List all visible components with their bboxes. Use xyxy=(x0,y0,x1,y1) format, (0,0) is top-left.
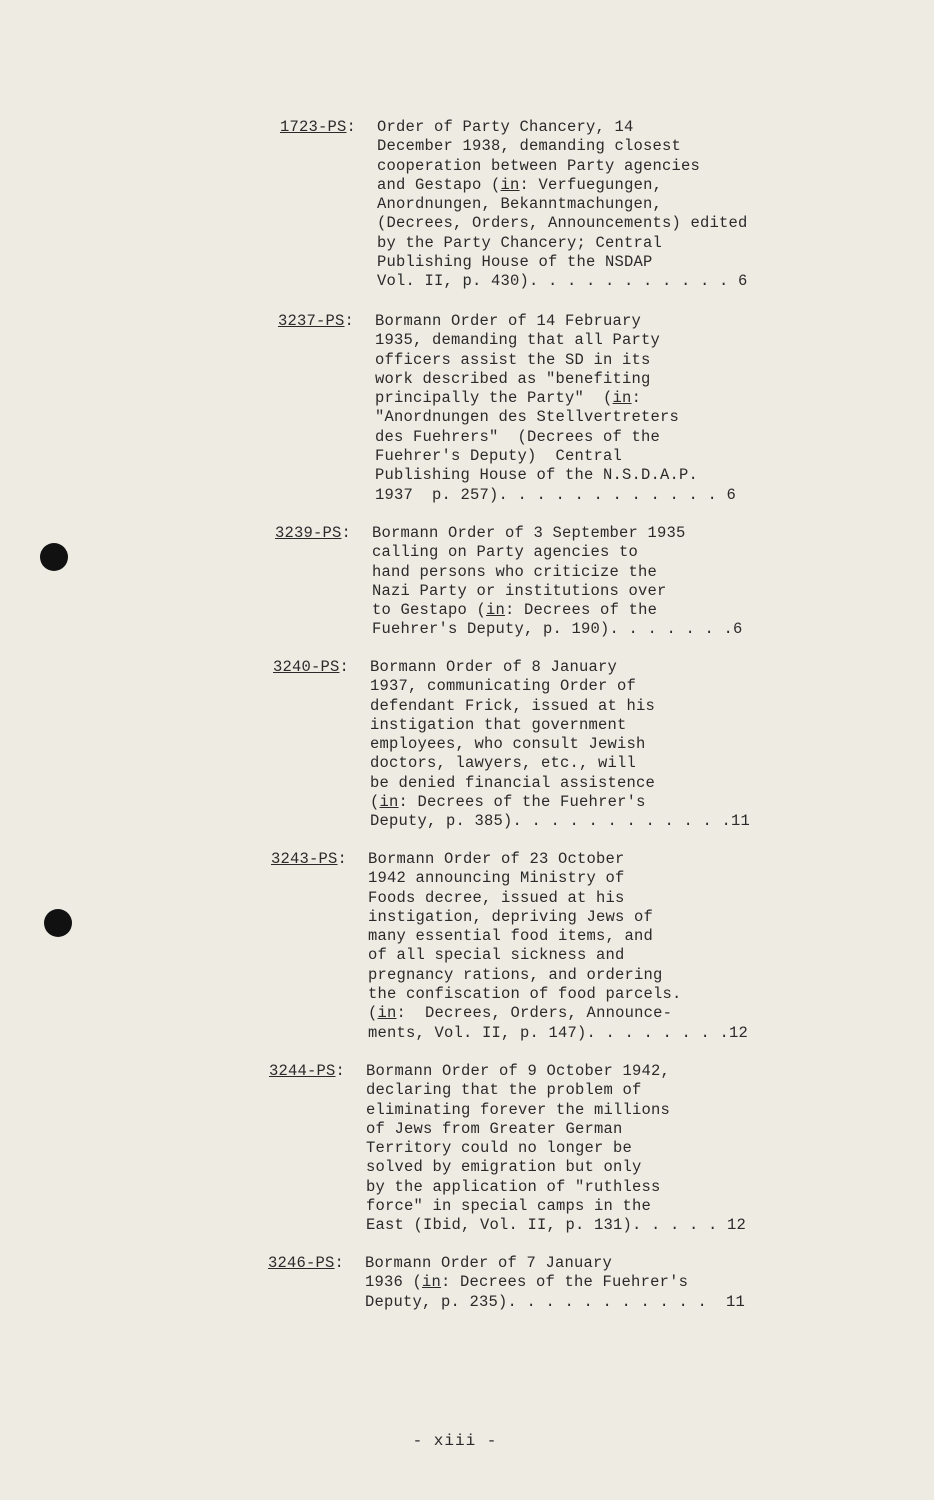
description-line: doctors, lawyers, etc., will xyxy=(370,754,637,773)
description-line: (Decrees, Orders, Announcements) edited xyxy=(377,214,748,233)
description-line: (in: Decrees, Orders, Announce- xyxy=(368,1004,673,1023)
description-line: December 1938, demanding closest xyxy=(377,137,682,156)
document-id-number: 3239-PS xyxy=(275,524,342,542)
description-line: (in: Decrees of the Fuehrer's xyxy=(370,793,646,812)
document-id: 3244-PS: xyxy=(269,1062,346,1080)
description-line: 1937 p. 257). . . . . . . . . . . . 6 xyxy=(375,485,737,504)
description-line: Bormann Order of 8 January xyxy=(370,658,618,676)
document-description xyxy=(375,312,736,505)
description-line: of Jews from Greater German xyxy=(366,1119,623,1138)
description-line: instigation that government xyxy=(370,715,627,734)
description-line: to Gestapo (in: Decrees of the xyxy=(372,601,658,620)
description-line: 1942 announcing Ministry of xyxy=(368,869,625,888)
description-line: and Gestapo (in: Verfuegungen, xyxy=(377,175,663,194)
description-line: Anordnungen, Bekanntmachungen, xyxy=(377,195,663,214)
description-line: Foods decree, issued at his xyxy=(368,888,625,907)
description-line: Publishing House of the NSDAP xyxy=(377,253,653,272)
description-line: calling on Party agencies to xyxy=(372,543,639,562)
description-line: Fuehrer's Deputy, p. 190). . . . . . .6 xyxy=(372,620,743,639)
document-id: 3246-PS: xyxy=(268,1254,345,1272)
in-word: in xyxy=(379,793,399,812)
description-line: by the application of "ruthless xyxy=(366,1177,661,1196)
document-description xyxy=(365,1254,745,1312)
description-line: Bormann Order of 14 February xyxy=(375,312,642,330)
document-description xyxy=(377,118,748,292)
description-line: Bormann Order of 9 October 1942, xyxy=(366,1062,671,1080)
description-line: 1937, communicating Order of xyxy=(370,677,637,696)
description-line: Bormann Order of 23 October xyxy=(368,850,625,868)
description-line: Deputy, p. 235). . . . . . . . . . . 11 xyxy=(365,1292,746,1311)
page-number: - xiii - xyxy=(412,1432,498,1450)
description-line: Nazi Party or institutions over xyxy=(372,581,667,600)
document-id-number: 3240-PS xyxy=(273,658,340,676)
in-word: in xyxy=(377,1004,397,1023)
description-line: Territory could no longer be xyxy=(366,1139,633,1158)
description-line: "Anordnungen des Stellvertreters xyxy=(375,408,680,427)
description-line: officers assist the SD in its xyxy=(375,350,651,369)
description-line: Order of Party Chancery, 14 xyxy=(377,118,634,136)
punch-hole-top xyxy=(40,543,68,571)
document-id: 1723-PS: xyxy=(280,118,357,136)
document-description xyxy=(370,658,750,832)
description-line: Bormann Order of 3 September 1935 xyxy=(372,524,686,542)
description-line: pregnancy rations, and ordering xyxy=(368,965,663,984)
document-description xyxy=(366,1062,746,1236)
description-line: eliminating forever the millions xyxy=(366,1100,671,1119)
in-word: in xyxy=(422,1273,442,1292)
description-line: the confiscation of food parcels. xyxy=(368,985,682,1004)
description-line: work described as "benefiting xyxy=(375,369,651,388)
description-line: solved by emigration but only xyxy=(366,1158,642,1177)
document-id: 3239-PS: xyxy=(275,524,352,542)
document-id-number: 3243-PS xyxy=(271,850,338,868)
document-id-number: 3246-PS xyxy=(268,1254,335,1272)
description-line: 1936 (in: Decrees of the Fuehrer's xyxy=(365,1273,689,1292)
document-description xyxy=(372,524,743,640)
document-id: 3243-PS: xyxy=(271,850,348,868)
description-line: instigation, depriving Jews of xyxy=(368,907,654,926)
description-line: many essential food items, and xyxy=(368,927,654,946)
in-word: in xyxy=(500,175,520,194)
description-line: ments, Vol. II, p. 147). . . . . . . .12 xyxy=(368,1023,749,1042)
document-id-number: 3237-PS xyxy=(278,312,345,330)
description-line: be denied financial assistence xyxy=(370,773,656,792)
description-line: Vol. II, p. 430). . . . . . . . . . . 6 xyxy=(377,272,748,291)
description-line: des Fuehrers" (Decrees of the xyxy=(375,427,661,446)
description-line: Deputy, p. 385). . . . . . . . . . . .11 xyxy=(370,812,751,831)
document-id: 3240-PS: xyxy=(273,658,350,676)
description-line: force" in special camps in the xyxy=(366,1197,652,1216)
in-word: in xyxy=(612,389,632,408)
description-line: defendant Frick, issued at his xyxy=(370,696,656,715)
description-line: 1935, demanding that all Party xyxy=(375,331,661,350)
description-line: hand persons who criticize the xyxy=(372,562,658,581)
description-line: employees, who consult Jewish xyxy=(370,735,646,754)
document-description xyxy=(368,850,748,1043)
description-line: by the Party Chancery; Central xyxy=(377,233,663,252)
description-line: East (Ibid, Vol. II, p. 131). . . . . 12 xyxy=(366,1216,747,1235)
description-line: principally the Party" (in: xyxy=(375,389,642,408)
document-id: 3237-PS: xyxy=(278,312,355,330)
document-id-number: 1723-PS xyxy=(280,118,347,136)
description-line: Publishing House of the N.S.D.A.P. xyxy=(375,466,699,485)
description-line: of all special sickness and xyxy=(368,946,625,965)
document-id-number: 3244-PS xyxy=(269,1062,336,1080)
punch-hole-bottom xyxy=(44,909,72,937)
description-line: declaring that the problem of xyxy=(366,1081,642,1100)
description-line: Fuehrer's Deputy) Central xyxy=(375,447,623,466)
in-word: in xyxy=(486,601,506,620)
description-line: Bormann Order of 7 January xyxy=(365,1254,613,1272)
description-line: cooperation between Party agencies xyxy=(377,156,701,175)
